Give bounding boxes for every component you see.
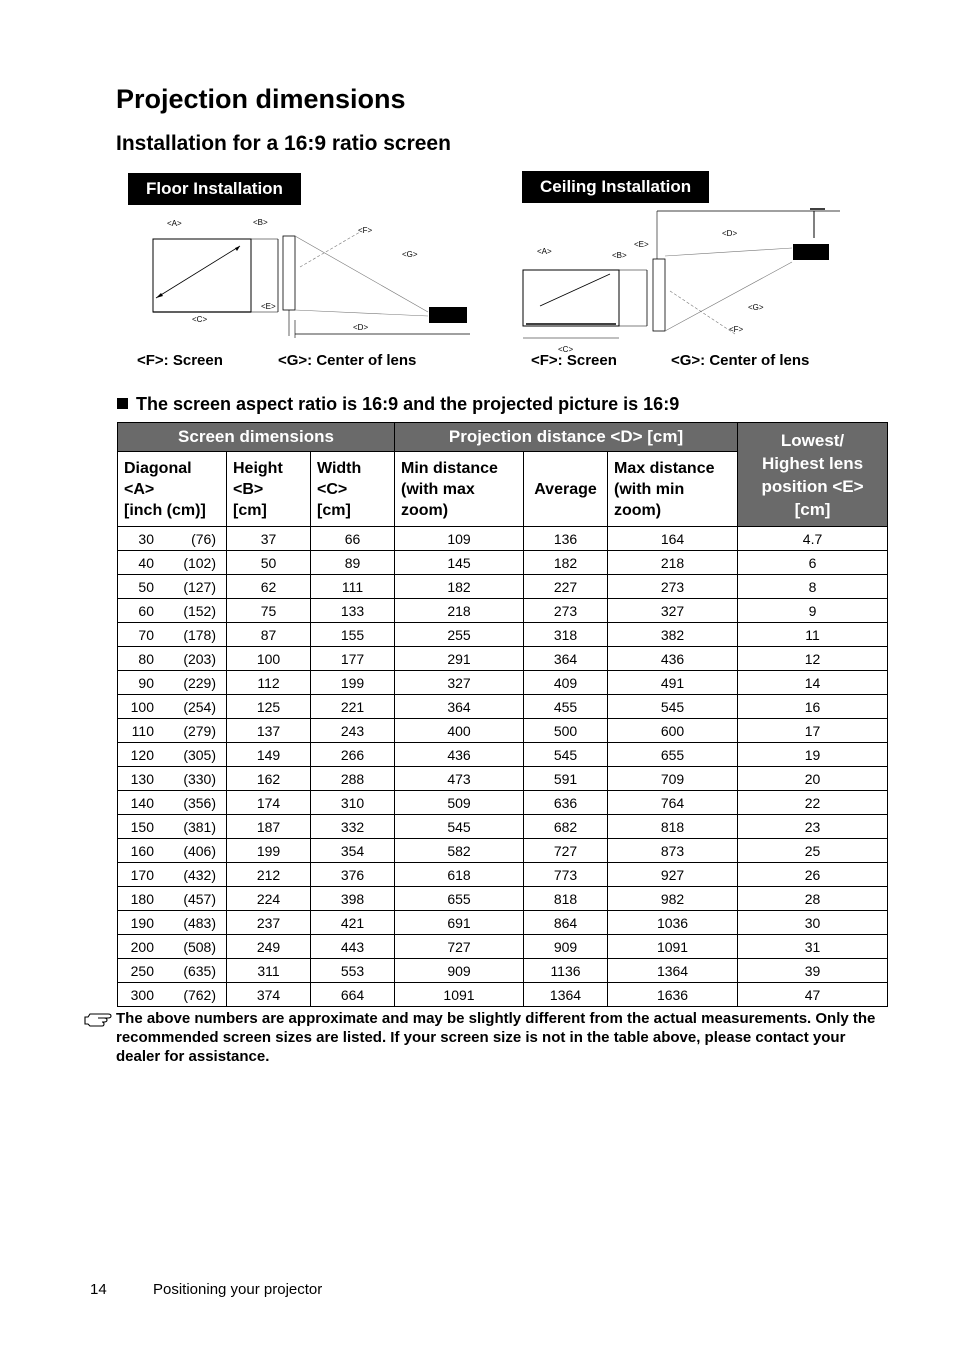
average-distance-cell: 864 [524,911,608,935]
average-distance-cell: 227 [524,575,608,599]
ceiling-installation-label: Ceiling Installation [522,171,709,203]
height-cell: 224 [227,887,311,911]
average-distance-cell: 136 [524,527,608,551]
diagonal-cm: (330) [183,770,216,787]
max-distance-cell: 982 [608,887,738,911]
width-cell: 155 [311,623,395,647]
height-cell: 100 [227,647,311,671]
table-row [118,719,888,743]
width-column-header: Width <C> [cm] [311,452,395,527]
lens-position-cell: 9 [738,599,888,623]
table-row [118,791,888,815]
min-distance-cell: 182 [395,575,524,599]
max-distance-cell: 600 [608,719,738,743]
width-cell: 553 [311,959,395,983]
section-title: Installation for a 16:9 ratio screen [116,132,451,155]
average-distance-cell: 591 [524,767,608,791]
min-distance-cell: 545 [395,815,524,839]
aspect-ratio-note [117,394,679,415]
max-distance-cell: 709 [608,767,738,791]
diagonal-cell [118,719,227,743]
diagonal-cell [118,599,227,623]
diagonal-cell [118,983,227,1007]
width-cell: 421 [311,911,395,935]
lens-position-cell: 20 [738,767,888,791]
table-row [118,575,888,599]
min-distance-cell: 145 [395,551,524,575]
diagonal-cell [118,695,227,719]
diagonal-cell [118,623,227,647]
diagonal-cell [118,527,227,551]
lens-position-cell: 12 [738,647,888,671]
diagonal-cm: (152) [183,602,216,619]
average-distance-cell: 545 [524,743,608,767]
max-distance-cell: 382 [608,623,738,647]
max-distance-cell: 545 [608,695,738,719]
table-row [118,935,888,959]
width-cell: 266 [311,743,395,767]
diagonal-cm: (229) [183,674,216,691]
height-cell: 37 [227,527,311,551]
max-distance-cell: 764 [608,791,738,815]
diagonal-cell [118,743,227,767]
min-distance-cell: 327 [395,671,524,695]
svg-text:<E>: <E> [261,302,276,311]
height-cell: 62 [227,575,311,599]
lens-position-cell: 4.7 [738,527,888,551]
lens-position-cell: 17 [738,719,888,743]
height-cell: 137 [227,719,311,743]
diagonal-cm: (102) [183,554,216,571]
ceiling-legend-lens: <G>: Center of lens [671,352,810,369]
diagonal-cell [118,767,227,791]
projection-dimensions-table [117,422,888,1007]
width-cell: 310 [311,791,395,815]
lens-position-cell: 11 [738,623,888,647]
lens-position-cell: 6 [738,551,888,575]
lens-position-cell: 22 [738,791,888,815]
width-cell: 398 [311,887,395,911]
diagonal-inch: 110 [131,722,154,739]
average-distance-cell: 409 [524,671,608,695]
svg-text:<C>: <C> [192,315,208,324]
lens-position-cell: 28 [738,887,888,911]
average-distance-cell: 500 [524,719,608,743]
table-row [118,671,888,695]
diagonal-cell [118,551,227,575]
floor-installation-label: Floor Installation [128,173,301,205]
table-row [118,911,888,935]
height-cell: 187 [227,815,311,839]
lens-position-cell: 16 [738,695,888,719]
height-cell: 112 [227,671,311,695]
lens-position-cell: 30 [738,911,888,935]
diagonal-cell [118,863,227,887]
lens-position-cell: 25 [738,839,888,863]
max-distance-cell: 218 [608,551,738,575]
width-cell: 133 [311,599,395,623]
height-cell: 162 [227,767,311,791]
table-row [118,983,888,1007]
diagonal-column-header: Diagonal <A> [inch (cm)] [118,452,227,527]
min-distance-cell: 691 [395,911,524,935]
diagonal-cell [118,815,227,839]
diagonal-cm: (381) [183,818,216,835]
pointing-hand-icon [84,1011,114,1034]
diagonal-inch: 130 [130,770,154,787]
table-row [118,743,888,767]
page-number: 14 [90,1281,107,1298]
average-distance-cell: 273 [524,599,608,623]
min-distance-cell: 218 [395,599,524,623]
height-cell: 311 [227,959,311,983]
width-cell: 177 [311,647,395,671]
average-distance-cell: 182 [524,551,608,575]
diagonal-inch: 40 [138,554,154,571]
min-distance-column-header: Min distance (with max zoom) [395,452,524,527]
diagonal-inch: 150 [130,818,154,835]
table-row [118,623,888,647]
height-cell: 199 [227,839,311,863]
average-distance-cell: 1364 [524,983,608,1007]
average-distance-cell: 682 [524,815,608,839]
average-distance-cell: 1136 [524,959,608,983]
max-distance-cell: 1636 [608,983,738,1007]
footnote: The above numbers are approximate and may be slightly different from the actual measurements. Only the recommended screen sizes are listed. If your screen size is not in the table above, please contact your dealer for assistance. [116,1010,876,1065]
width-cell: 376 [311,863,395,887]
diagonal-cell [118,911,227,935]
svg-text:<D>: <D> [722,229,738,238]
diagonal-inch: 90 [138,674,154,691]
svg-text:<F>: <F> [358,226,373,235]
table-body [118,527,888,1007]
diagonal-cell [118,791,227,815]
average-distance-cell: 318 [524,623,608,647]
height-cell: 374 [227,983,311,1007]
max-distance-cell: 1364 [608,959,738,983]
max-distance-cell: 1036 [608,911,738,935]
height-cell: 249 [227,935,311,959]
lens-position-cell: 8 [738,575,888,599]
table-row [118,815,888,839]
table-row [118,695,888,719]
max-distance-cell: 436 [608,647,738,671]
width-cell: 288 [311,767,395,791]
max-distance-cell: 327 [608,599,738,623]
diagonal-cm: (178) [183,626,216,643]
average-distance-cell: 455 [524,695,608,719]
svg-text:<C>: <C> [558,345,574,354]
floor-legend-lens: <G>: Center of lens [278,352,417,369]
min-distance-cell: 436 [395,743,524,767]
max-distance-cell: 927 [608,863,738,887]
ceiling-legend-screen: <F>: Screen [531,352,617,369]
diagonal-cell [118,935,227,959]
table-row [118,551,888,575]
screen-dimensions-header: Screen dimensions [118,423,395,452]
width-cell: 89 [311,551,395,575]
svg-text:<A>: <A> [537,247,552,256]
diagonal-inch: 120 [130,746,154,763]
svg-text:<B>: <B> [253,218,268,227]
diagonal-cell [118,959,227,983]
diagonal-inch: 70 [138,626,154,643]
svg-text:<B>: <B> [612,251,627,260]
diagonal-inch: 200 [130,938,154,955]
average-distance-cell: 818 [524,887,608,911]
lens-position-cell: 26 [738,863,888,887]
max-distance-cell: 273 [608,575,738,599]
max-distance-cell: 164 [608,527,738,551]
diagonal-inch: 140 [130,794,154,811]
footer-section-title: Positioning your projector [153,1281,323,1298]
average-distance-cell: 727 [524,839,608,863]
lens-position-cell: 31 [738,935,888,959]
diagonal-inch: 30 [138,530,154,547]
svg-text:<A>: <A> [167,219,182,228]
diagonal-inch: 250 [130,962,154,979]
diagonal-cm: (203) [183,650,216,667]
width-cell: 199 [311,671,395,695]
diagonal-inch: 100 [130,698,154,715]
average-distance-cell: 364 [524,647,608,671]
diagonal-cm: (457) [183,890,216,907]
min-distance-cell: 655 [395,887,524,911]
table-row [118,647,888,671]
diagonal-inch: 80 [138,650,154,667]
aspect-ratio-text: The screen aspect ratio is 16:9 and the projected picture is 16:9 [136,394,680,414]
diagonal-inch: 190 [130,914,154,931]
diagonal-inch: 300 [130,986,154,1003]
table-row [118,839,888,863]
min-distance-cell: 582 [395,839,524,863]
width-cell: 443 [311,935,395,959]
diagonal-cm: (406) [183,842,216,859]
height-cell: 149 [227,743,311,767]
height-cell: 237 [227,911,311,935]
diagonal-cm: (279) [183,722,216,739]
floor-installation-diagram [150,212,480,342]
height-cell: 174 [227,791,311,815]
average-distance-cell: 636 [524,791,608,815]
max-distance-cell: 491 [608,671,738,695]
table-row [118,527,888,551]
max-distance-cell: 655 [608,743,738,767]
average-distance-cell: 773 [524,863,608,887]
min-distance-cell: 909 [395,959,524,983]
min-distance-cell: 618 [395,863,524,887]
diagonal-inch: 170 [130,866,154,883]
max-distance-cell: 873 [608,839,738,863]
min-distance-cell: 1091 [395,983,524,1007]
width-cell: 354 [311,839,395,863]
min-distance-cell: 509 [395,791,524,815]
min-distance-cell: 364 [395,695,524,719]
diagonal-cell [118,671,227,695]
min-distance-cell: 109 [395,527,524,551]
max-distance-column-header: Max distance (with min zoom) [608,452,738,527]
projection-distance-header: Projection distance <D> [cm] [395,423,738,452]
svg-text:<G>: <G> [748,303,764,312]
diagonal-cm: (254) [183,698,216,715]
diagonal-cell [118,647,227,671]
table-row [118,599,888,623]
table-row [118,887,888,911]
table-row [118,767,888,791]
diagonal-cm: (483) [183,914,216,931]
diagonal-inch: 60 [138,602,154,619]
width-cell: 66 [311,527,395,551]
diagonal-cm: (127) [183,578,216,595]
max-distance-cell: 1091 [608,935,738,959]
svg-text:<D>: <D> [353,323,369,332]
min-distance-cell: 473 [395,767,524,791]
diagonal-cm: (508) [183,938,216,955]
height-cell: 125 [227,695,311,719]
diagonal-cm: (305) [183,746,216,763]
svg-text:<F>: <F> [729,325,744,334]
svg-text:<G>: <G> [402,250,418,259]
lens-position-cell: 19 [738,743,888,767]
diagonal-cell [118,839,227,863]
max-distance-cell: 818 [608,815,738,839]
width-cell: 664 [311,983,395,1007]
diagonal-inch: 160 [130,842,154,859]
diagonal-cm: (356) [183,794,216,811]
diagonal-inch: 180 [130,890,154,907]
width-cell: 221 [311,695,395,719]
diagonal-cell [118,887,227,911]
diagonal-inch: 50 [138,578,154,595]
height-cell: 50 [227,551,311,575]
square-bullet-icon [117,398,128,409]
lens-position-header: Lowest/ Highest lens position <E> [cm] [738,423,888,527]
lens-position-cell: 23 [738,815,888,839]
height-column-header: Height <B> [cm] [227,452,311,527]
width-cell: 111 [311,575,395,599]
ceiling-installation-diagram [520,206,845,354]
diagonal-cell [118,575,227,599]
page-title: Projection dimensions [116,84,406,114]
lens-position-cell: 39 [738,959,888,983]
diagonal-cm: (762) [183,986,216,1003]
width-cell: 243 [311,719,395,743]
lens-position-cell: 47 [738,983,888,1007]
diagonal-cm: (76) [191,530,216,547]
height-cell: 87 [227,623,311,647]
min-distance-cell: 255 [395,623,524,647]
table-row [118,863,888,887]
lens-position-cell: 14 [738,671,888,695]
height-cell: 75 [227,599,311,623]
height-cell: 212 [227,863,311,887]
min-distance-cell: 291 [395,647,524,671]
diagonal-cm: (432) [183,866,216,883]
min-distance-cell: 727 [395,935,524,959]
average-distance-cell: 909 [524,935,608,959]
floor-legend-screen: <F>: Screen [137,352,223,369]
min-distance-cell: 400 [395,719,524,743]
average-column-header: Average [524,452,608,527]
diagonal-cm: (635) [183,962,216,979]
width-cell: 332 [311,815,395,839]
svg-text:<E>: <E> [634,240,649,249]
table-row [118,959,888,983]
